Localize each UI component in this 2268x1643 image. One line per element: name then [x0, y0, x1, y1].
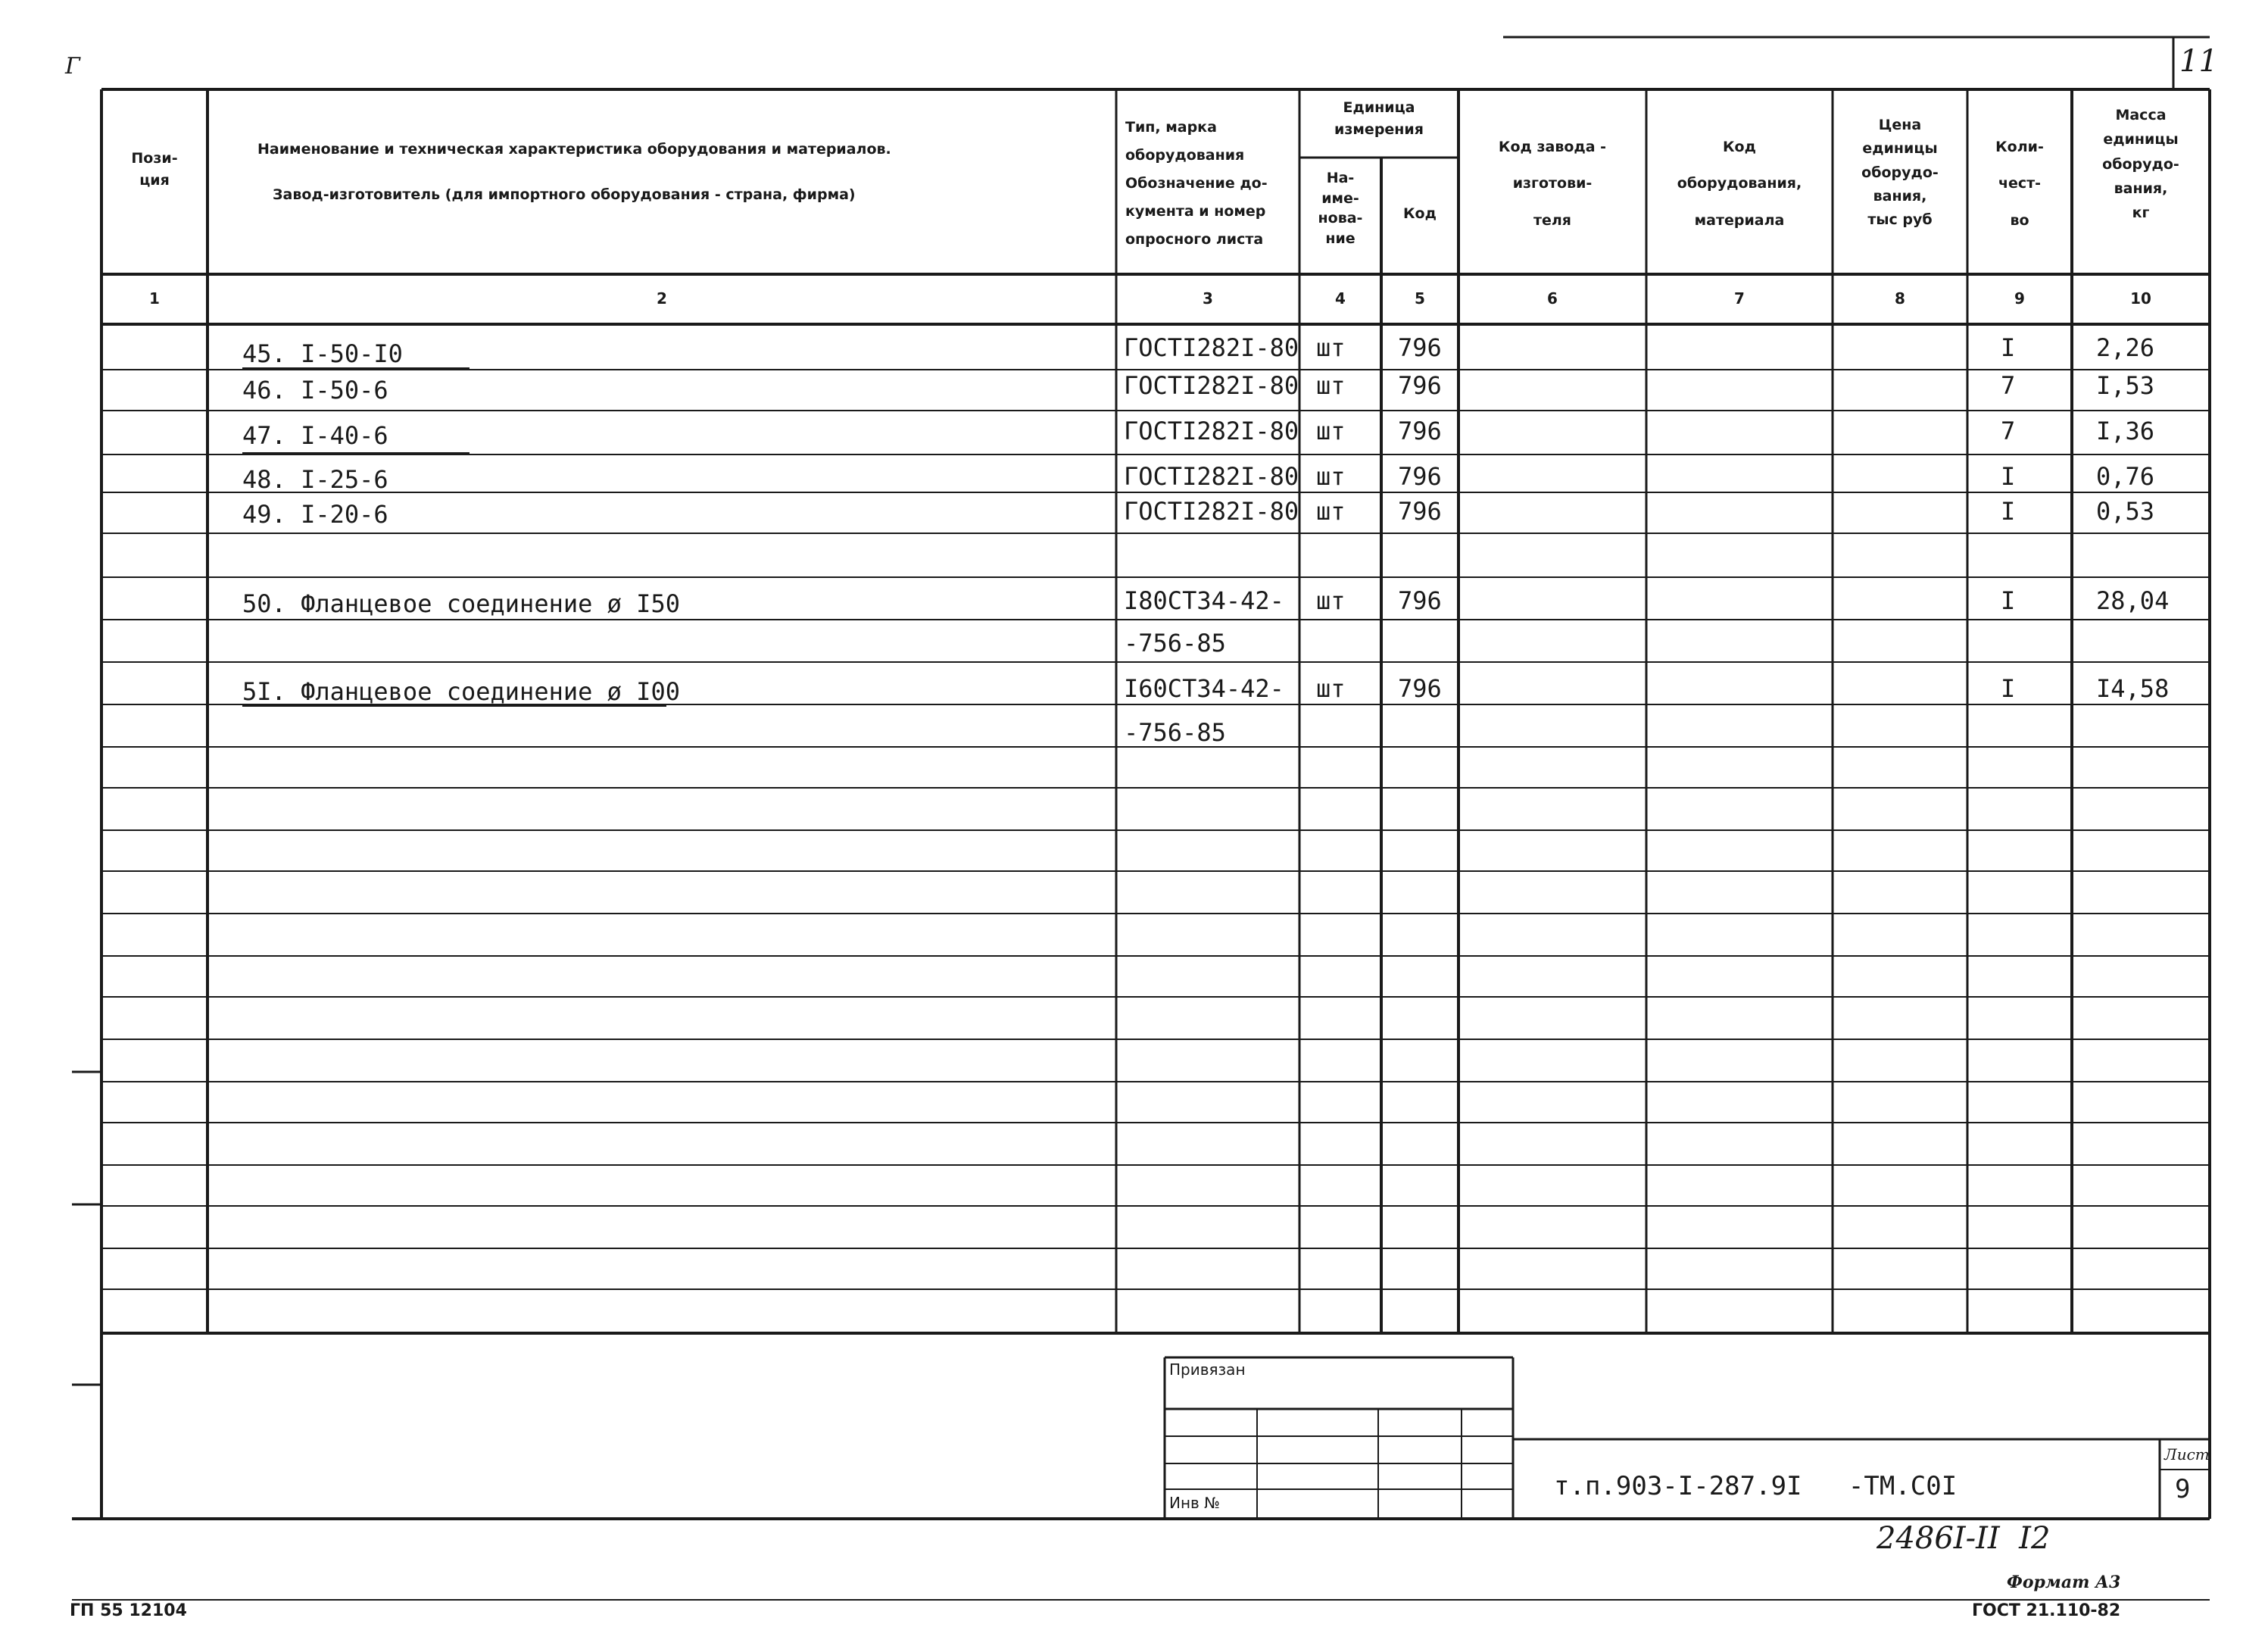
row-50-code: 796: [1398, 586, 1442, 615]
header-unit-code: Код: [1403, 205, 1437, 222]
row-46-doc: ГОСТI282I-80: [1124, 371, 1299, 400]
row-47-code: 796: [1398, 417, 1442, 445]
row-47-mass: I,36: [2096, 417, 2155, 445]
row-51-doc: I60CT34-42-: [1124, 674, 1284, 703]
row-45-mass: 2,26: [2096, 333, 2155, 362]
stamp-list-number: 9: [2175, 1474, 2191, 1504]
row-50-unit: шт: [1316, 586, 1346, 615]
col-number-10: 10: [2130, 289, 2151, 308]
row-47-name: 47. I-40-6: [242, 421, 388, 450]
col-number-3: 3: [1203, 289, 1213, 308]
header-position: Пози- ция: [131, 150, 178, 189]
row-50-mass: 28,04: [2096, 586, 2170, 615]
header-mass: Масса единицы оборудо- вания, кг: [2102, 107, 2179, 222]
col-number-9: 9: [2014, 289, 2025, 308]
row-46-name: 46. I-50-6: [242, 376, 388, 405]
row-45-unit: шт: [1316, 333, 1346, 362]
header-name-line1: Наименование и техническая характеристика оборудования и материалов.: [257, 141, 891, 158]
row-45-code: 796: [1398, 333, 1442, 362]
row-51-mass: I4,58: [2096, 674, 2170, 703]
row-46-qty: 7: [2001, 371, 2016, 400]
row-49-doc: ГОСТI282I-80: [1124, 497, 1299, 526]
col-number-7: 7: [1734, 289, 1745, 308]
row-49-qty: I: [2001, 497, 2016, 526]
top-page-number: 11: [2179, 44, 2218, 79]
print-code: ГП 55 12104: [70, 1601, 187, 1620]
row-50-name: 50. Фланцевое соединение ø I50: [242, 589, 680, 618]
col-number-4: 4: [1335, 289, 1346, 308]
col-number-8: 8: [1895, 289, 1905, 308]
format-label: Формат А3: [2007, 1573, 2121, 1592]
row-48-qty: I: [2001, 462, 2016, 491]
row-48-mass: 0,76: [2096, 462, 2155, 491]
stamp-inv-number: Инв №: [1169, 1494, 1220, 1512]
row-51-name: 5I. Фланцевое соединение ø I00: [242, 677, 680, 706]
header-factory-code: Код завода - изготови- теля: [1498, 139, 1607, 229]
row-51-unit: шт: [1316, 674, 1346, 703]
row-47-doc: ГОСТI282I-80: [1124, 417, 1299, 445]
gost-label: ГОСТ 21.110-82: [1972, 1601, 2121, 1620]
row-49-unit: шт: [1316, 497, 1346, 526]
col-number-2: 2: [657, 289, 667, 308]
row-48-code: 796: [1398, 462, 1442, 491]
row-47-unit: шт: [1316, 417, 1346, 445]
row-48-unit: шт: [1316, 462, 1346, 491]
row-46-mass: I,53: [2096, 371, 2155, 400]
row-51-doc-continued: -756-85: [1124, 718, 1226, 747]
stamp-privyazan: Привязан: [1169, 1360, 1246, 1379]
corner-mark: Г: [65, 53, 80, 80]
row-50-qty: I: [2001, 586, 2016, 615]
row-48-doc: ГОСТI282I-80: [1124, 462, 1299, 491]
header-quantity: Коли- чест- во: [1995, 139, 2044, 229]
row-45-name: 45. I-50-I0: [242, 339, 403, 368]
row-47-qty: 7: [2001, 417, 2016, 445]
row-49-name: 49. I-20-6: [242, 500, 388, 529]
header-name-line2: Завод-изготовитель (для импортного оборудования - страна, фирма): [273, 186, 856, 203]
header-type: Тип, марка оборудования Обозначение до- кумента и номер опросного листа: [1125, 119, 1268, 248]
stamp-designation: т.п.903-I-287.9I -ТМ.С0I: [1554, 1471, 1958, 1501]
row-46-unit: шт: [1316, 371, 1346, 400]
row-50-doc-continued: -756-85: [1124, 629, 1226, 658]
row-48-name: 48. I-25-6: [242, 465, 388, 494]
row-51-code: 796: [1398, 674, 1442, 703]
row-49-mass: 0,53: [2096, 497, 2155, 526]
header-unit-name: На- име- нова- ние: [1318, 170, 1363, 247]
header-unit-group: Единица измерения: [1334, 99, 1424, 139]
bottom-number: 2486I-II I2: [1876, 1521, 2051, 1556]
row-49-code: 796: [1398, 497, 1442, 526]
row-45-doc: ГОСТI282I-80: [1124, 333, 1299, 362]
col-number-6: 6: [1547, 289, 1558, 308]
col-number-5: 5: [1415, 289, 1425, 308]
row-46-code: 796: [1398, 371, 1442, 400]
header-price: Цена единицы оборудо- вания, тыс руб: [1861, 117, 1939, 229]
row-50-doc: I80CT34-42-: [1124, 586, 1284, 615]
row-51-qty: I: [2001, 674, 2016, 703]
stamp-list-label: Лист: [2164, 1445, 2210, 1463]
col-number-1: 1: [149, 289, 160, 308]
row-45-qty: I: [2001, 333, 2016, 362]
header-equipment-code: Код оборудования, материала: [1677, 139, 1802, 229]
